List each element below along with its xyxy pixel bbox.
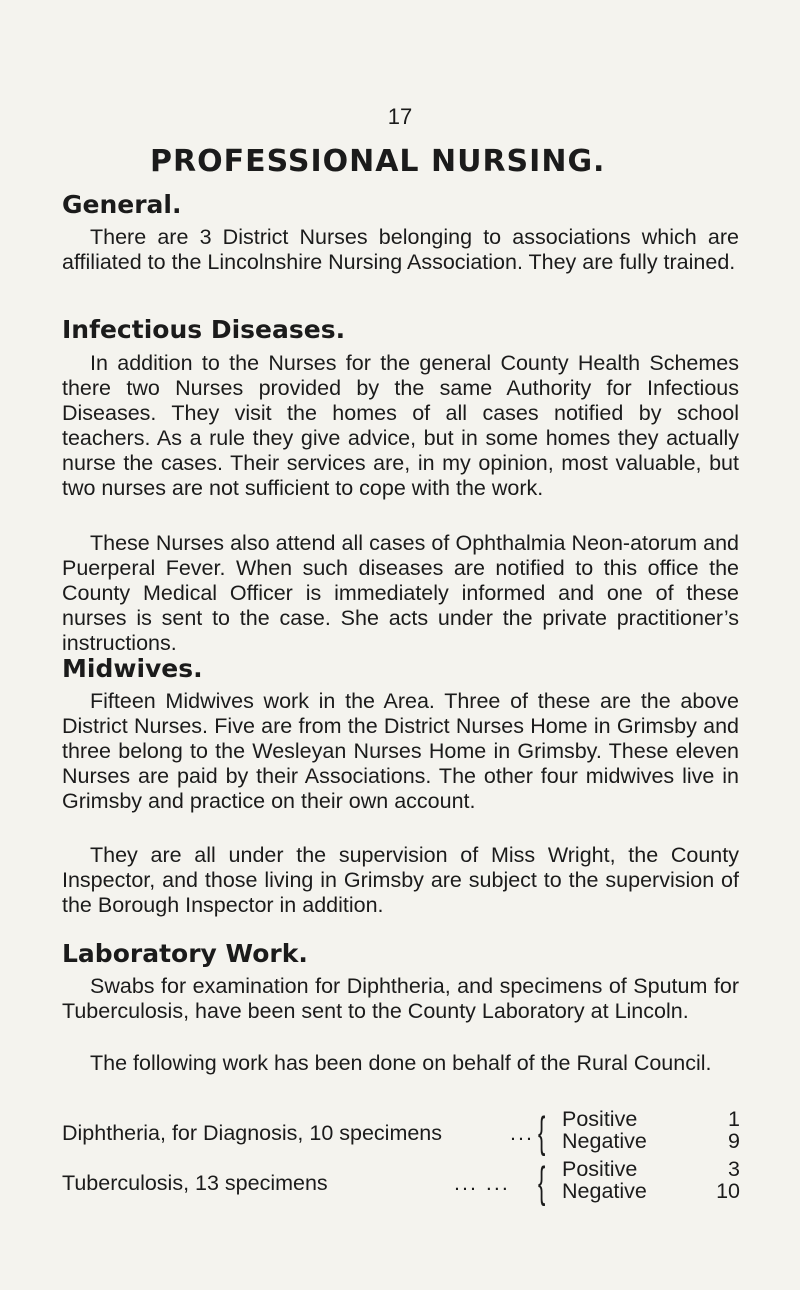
negative-value: 9	[728, 1129, 740, 1153]
result-values	[562, 1108, 740, 1152]
section-heading-laboratory: Laboratory Work.	[62, 939, 308, 968]
section-heading-midwives: Midwives.	[62, 654, 203, 683]
result-label: Diphtheria, for Diagnosis, 10 specimens	[62, 1121, 443, 1145]
paragraph-general-1: There are 3 District Nurses belonging to associations which are affiliated to the Lincolnshire Nursing Association. They are fully trained.	[62, 225, 739, 274]
negative-label: Negative	[562, 1129, 647, 1153]
page-number: 17	[387, 104, 413, 129]
result-negative-line	[562, 1180, 740, 1202]
result-positive-line	[562, 1158, 740, 1180]
page-title: PROFESSIONAL NURSING.	[150, 144, 606, 179]
paragraph-infectious-1: In addition to the Nurses for the general County Health Schemes there two Nurses provided by the same Authority for Infectious Diseases. They visit the homes of all cases notified by school teachers. As a rule they give advice, but in some homes they actually nurse the cases. Their services are, in my opinion, most valuable, but two nurses are not sufficient to cope with the work.	[62, 351, 739, 500]
result-row-diphtheria	[62, 1107, 742, 1160]
negative-value: 10	[716, 1179, 740, 1203]
positive-label: Positive	[562, 1107, 638, 1131]
section-heading-general: General.	[62, 190, 182, 219]
negative-label: Negative	[562, 1179, 647, 1203]
brace-glyph: {	[538, 1108, 546, 1157]
result-label: Tuberculosis, 13 specimens	[62, 1171, 328, 1195]
paragraph-laboratory-2: The following work has been done on behalf of the Rural Council.	[90, 1051, 712, 1075]
positive-value: 3	[728, 1157, 740, 1181]
positive-value: 1	[728, 1107, 740, 1131]
result-dots: ... ...	[454, 1171, 510, 1195]
result-positive-line	[562, 1108, 740, 1130]
paragraph-midwives-1: Fifteen Midwives work in the Area. Three of these are the above District Nurses. Five are from the District Nurses Home in Grimsby and three belong to the Wesleyan Nurses Home in Grimsby. These eleven Nurses are paid by their Associations. The other four midwives live in Grimsby and practice on their own account.	[62, 689, 739, 813]
paragraph-infectious-2: These Nurses also attend all cases of Ophthalmia Neon-atorum and Puerperal Fever. When such diseases are notified to this office the County Medical Officer is immediately informed and one of these nurses is sent to the case. She acts under the private practitioner’s instructions.	[62, 531, 739, 655]
result-dots: ...	[510, 1121, 534, 1145]
paragraph-laboratory-1: Swabs for examination for Diphtheria, and specimens of Sputum for Tuberculosis, have been sent to the County Laboratory at Lincoln.	[62, 974, 739, 1023]
paragraph-midwives-2: They are all under the supervision of Miss Wright, the County Inspector, and those living in Grimsby are subject to the supervision of the Borough Inspector in addition.	[62, 843, 739, 917]
brace-glyph: {	[538, 1158, 546, 1207]
positive-label: Positive	[562, 1157, 638, 1181]
section-heading-infectious: Infectious Diseases.	[62, 315, 346, 344]
result-row-tuberculosis	[62, 1157, 742, 1210]
result-values	[562, 1158, 740, 1202]
result-negative-line	[562, 1130, 740, 1152]
